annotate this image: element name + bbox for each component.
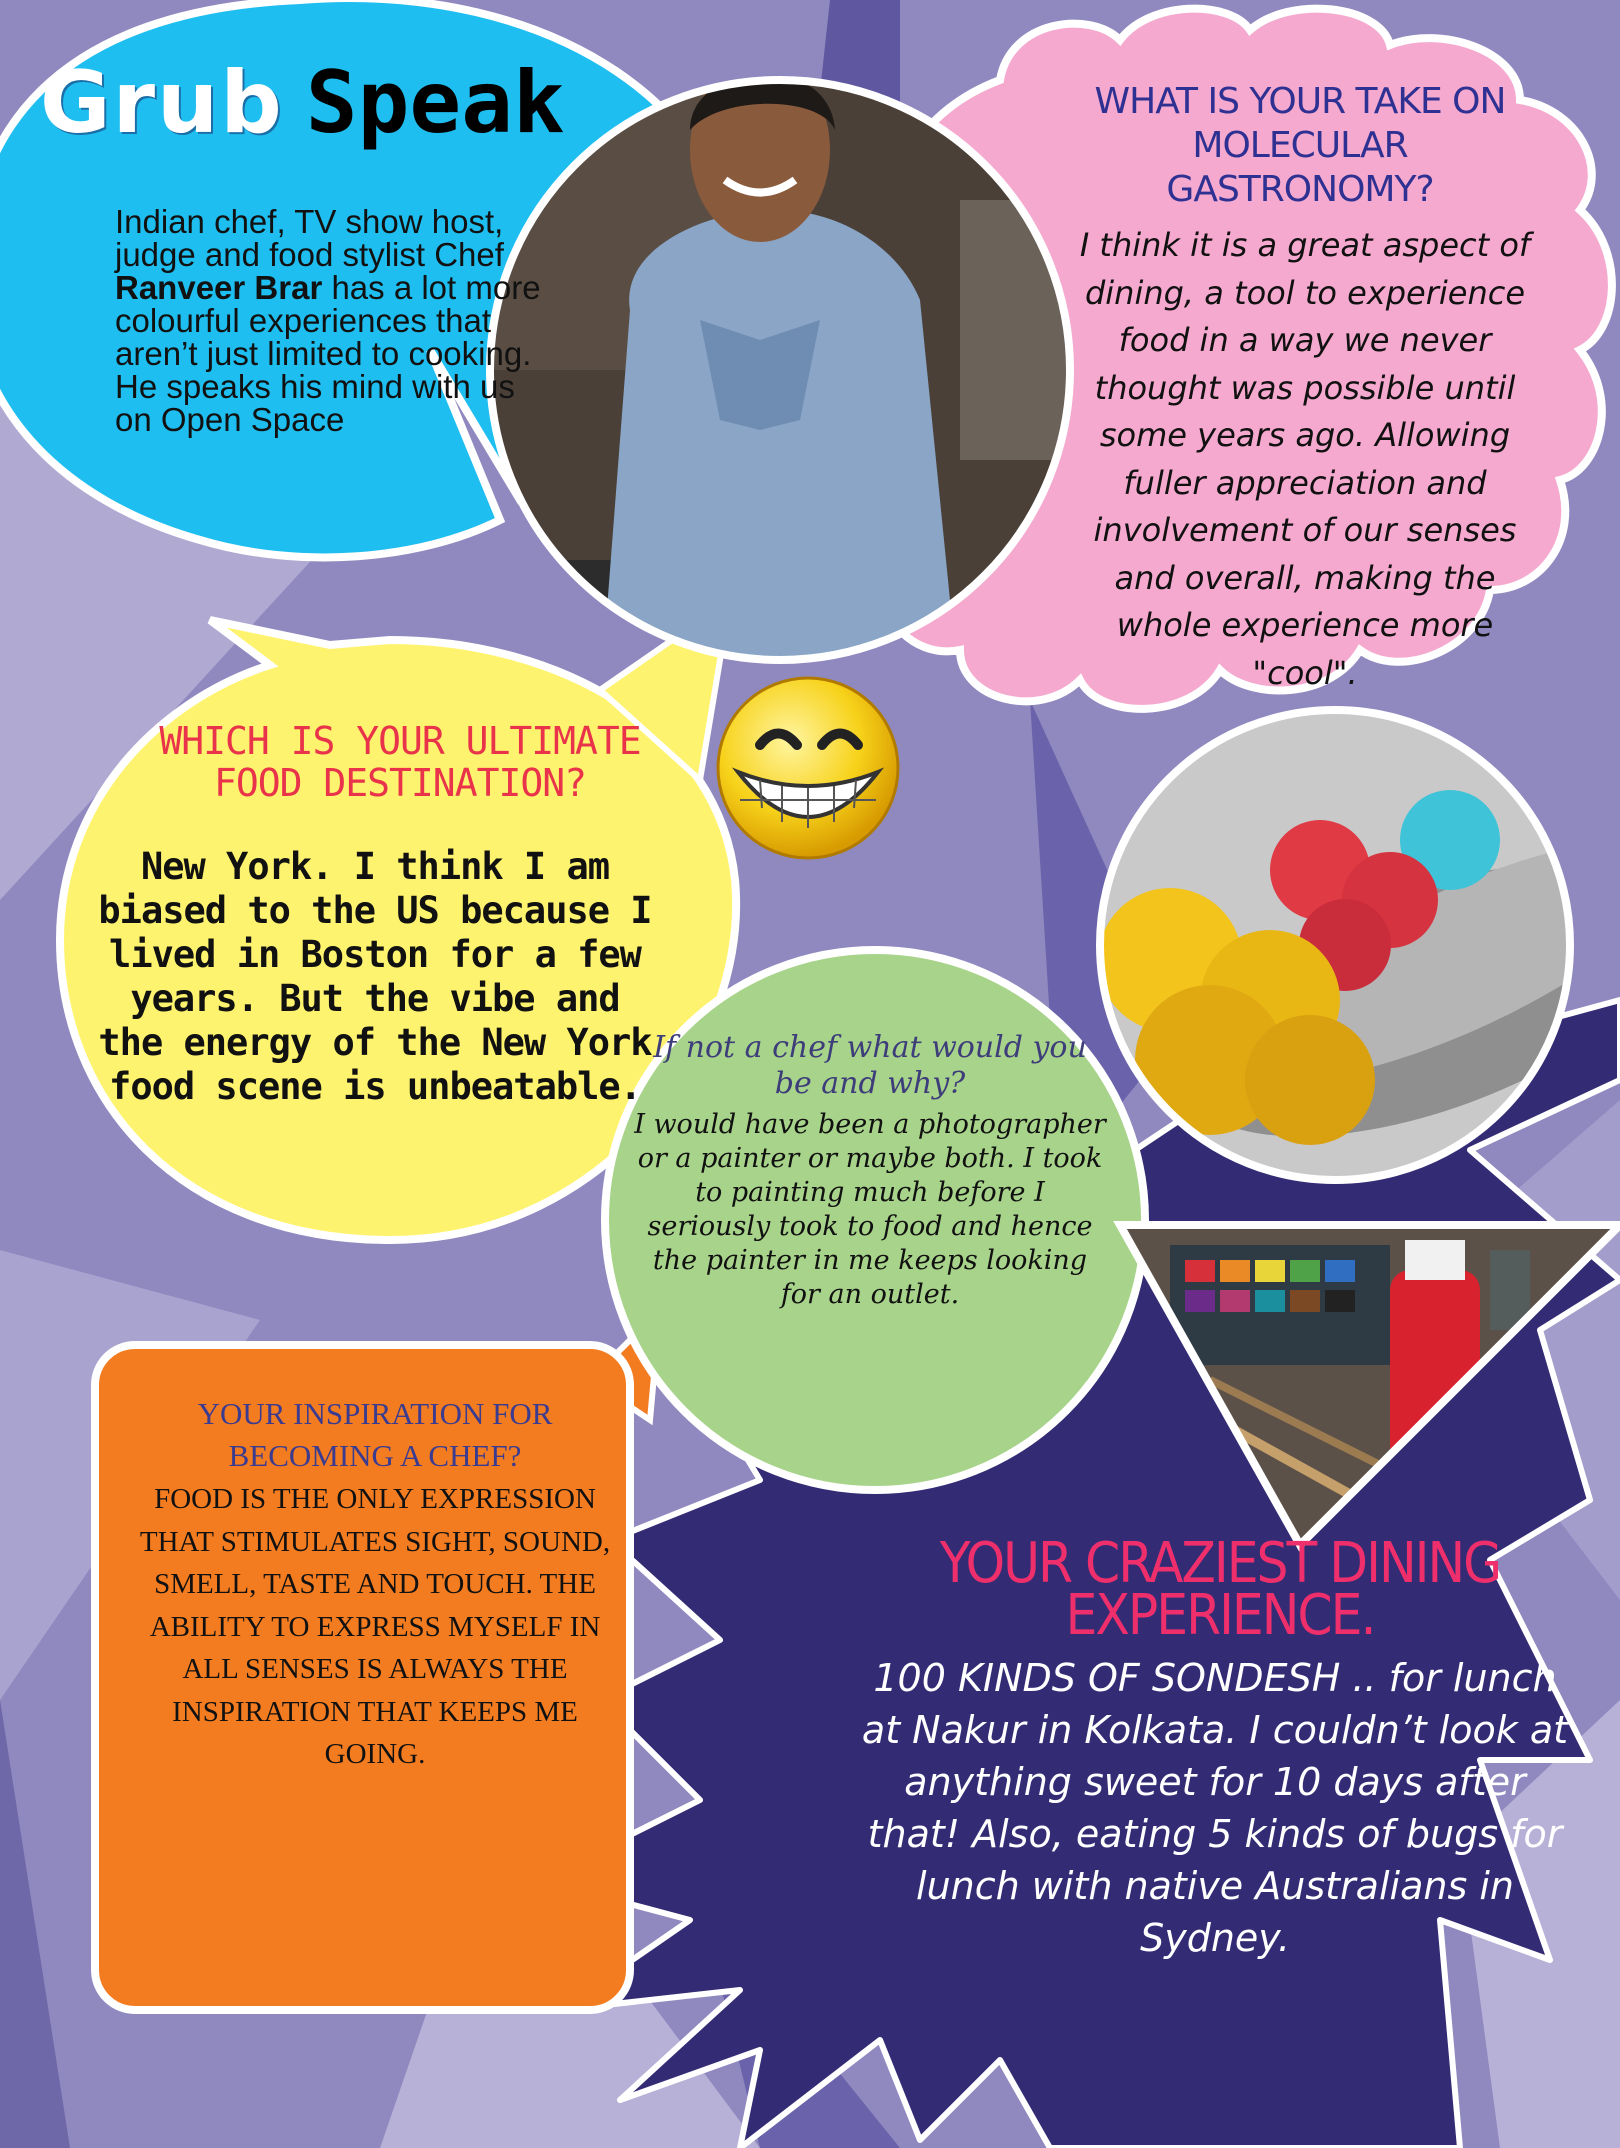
intro-text-before: Indian chef, TV show host, judge and food stylist Chef bbox=[115, 203, 504, 273]
destination-question: WHICH IS YOUR ULTIMATE FOOD DESTINATION? bbox=[159, 719, 641, 805]
inspiration-answer: FOOD IS THE ONLY EXPRESSION THAT STIMULATES SIGHT, SOUND, SMELL, TASTE AND TOUCH. THE ABILITY TO EXPRESS MYSELF IN ALL SENSES IS ALWAYS THE INSPIRATION THAT KEEPS ME GOING. bbox=[139, 1483, 611, 1770]
title-word-grub: Grub bbox=[40, 53, 284, 153]
molecular-answer: I think it is a great aspect of dining, a tool to experience food in a way we never thought was possible until some years ago. Allowing fuller appreciation and involvement of our senses and overall, making the whole experience more "cool". bbox=[1079, 226, 1531, 692]
chef-name: Ranveer Brar bbox=[115, 269, 323, 306]
intro-text-after: has a lot more colourful experiences that aren’t just limited to cooking. He speaks his mind with us on Open Space bbox=[115, 269, 541, 438]
spheres-photo-shape bbox=[1098, 710, 1620, 1192]
not-chef-answer: I would have been a photographer or a painter or maybe both. I took to painting much before I seriously took to food and hence the painter in me keeps looking for an outlet. bbox=[634, 1109, 1106, 1310]
destination-answer: New York. I think I am biased to the US because I lived in Boston for a few years. But the vibe and the energy of the New York food scene is unbeatable. bbox=[98, 845, 652, 1108]
page-title bbox=[40, 53, 565, 153]
inspiration-question: YOUR INSPIRATION FOR BECOMING A CHEF? bbox=[197, 1396, 553, 1473]
craziest-answer: 100 KINDS OF SONDESH .. for lunch at Nakur in Kolkata. I couldn’t look at anything sweet for 10 days after that! Also, eating 5 kinds of bugs for lunch with native Australians in Sydney. bbox=[861, 1656, 1569, 1960]
intro-text bbox=[115, 205, 560, 436]
title-word-speak: Speak bbox=[305, 53, 565, 153]
molecular-question: WHAT IS YOUR TAKE ON MOLECULAR GASTRONOMY? bbox=[1094, 81, 1506, 210]
not-chef-question: If not a chef what would you be and why? bbox=[653, 1030, 1087, 1101]
grinning-smiley-icon bbox=[718, 678, 898, 858]
craziest-question: YOUR CRAZIEST DINING EXPERIENCE. bbox=[939, 1531, 1501, 1648]
